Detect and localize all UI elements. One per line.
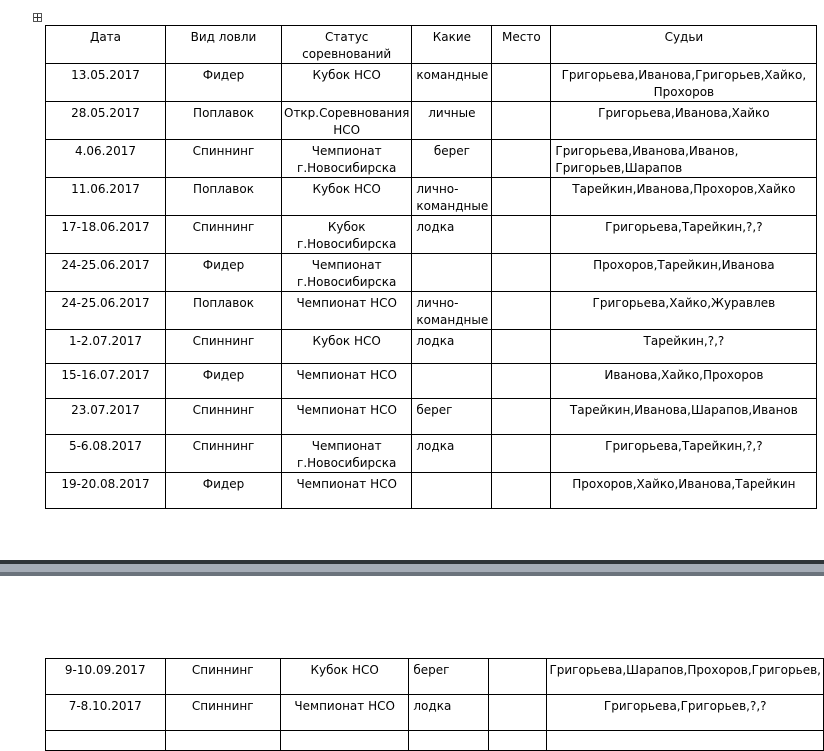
cell-place[interactable]	[492, 292, 551, 330]
cell-kind[interactable]: берег	[412, 399, 492, 435]
table-row	[46, 330, 817, 364]
cell-place[interactable]	[492, 473, 551, 509]
table-row	[46, 695, 824, 731]
cell-date[interactable]: 13.05.2017	[46, 64, 166, 102]
cell-kind[interactable]	[412, 473, 492, 509]
competitions-table	[45, 25, 817, 509]
header-kind: Какие	[412, 26, 492, 64]
cell-type[interactable]: Спиннинг	[166, 399, 282, 435]
cell-kind[interactable]: лодка	[412, 435, 492, 473]
cell-kind[interactable]: лодка	[412, 330, 492, 364]
cell-kind[interactable]: берег	[409, 659, 489, 695]
cell-status[interactable]: Кубок НСО	[282, 64, 412, 102]
cell-judges[interactable]: Григорьева,Хайко,Журавлев	[551, 292, 817, 330]
cell-status[interactable]: Кубок г.Новосибирска	[282, 216, 412, 254]
cell-place[interactable]	[492, 64, 551, 102]
cell-status[interactable]: Чемпионат г.Новосибирска	[282, 435, 412, 473]
cell-place[interactable]	[492, 178, 551, 216]
cell-type[interactable]: Фидер	[166, 64, 282, 102]
header-place: Место	[492, 26, 551, 64]
cell-date[interactable]: 17-18.06.2017	[46, 216, 166, 254]
header-type: Вид ловли	[166, 26, 282, 64]
cell-type[interactable]: Спиннинг	[166, 435, 282, 473]
cell-date[interactable]	[46, 731, 166, 751]
cell-place[interactable]	[492, 216, 551, 254]
cell-kind[interactable]: командные	[412, 64, 492, 102]
cell-place[interactable]	[489, 695, 547, 731]
table-row	[46, 140, 817, 178]
cell-date[interactable]: 24-25.06.2017	[46, 254, 166, 292]
cell-kind[interactable]: лодка	[409, 695, 489, 731]
cell-place[interactable]	[492, 435, 551, 473]
cell-judges[interactable]: Иванова,Хайко,Прохоров	[551, 364, 817, 399]
cell-type[interactable]: Фидер	[166, 364, 282, 399]
cell-place[interactable]	[492, 254, 551, 292]
cell-type[interactable]: Спиннинг	[166, 216, 282, 254]
cell-place[interactable]	[492, 330, 551, 364]
cell-status[interactable]: Чемпионат НСО	[282, 292, 412, 330]
cell-status[interactable]: Чемпионат г.Новосибирска	[282, 140, 412, 178]
cell-judges[interactable]: Прохоров,Тарейкин,Иванова	[551, 254, 817, 292]
cell-judges[interactable]: Тарейкин,Иванова,Прохоров,Хайко	[551, 178, 817, 216]
cell-status[interactable]: Чемпионат НСО	[282, 473, 412, 509]
cell-type[interactable]: Спиннинг	[165, 659, 280, 695]
cell-date[interactable]: 28.05.2017	[46, 102, 166, 140]
cell-status[interactable]: Кубок НСО	[280, 659, 408, 695]
cell-judges[interactable]: Тарейкин,Иванова,Шарапов,Иванов	[551, 399, 817, 435]
cell-judges[interactable]: Тарейкин,?,?	[551, 330, 817, 364]
cell-place[interactable]	[492, 102, 551, 140]
cell-status[interactable]: Чемпионат НСО	[282, 399, 412, 435]
table-header-row	[46, 26, 817, 64]
header-status: Статус соревнований	[282, 26, 412, 64]
cell-kind[interactable]	[409, 731, 489, 751]
cell-place[interactable]	[489, 659, 547, 695]
table-row	[46, 435, 817, 473]
table-row	[46, 178, 817, 216]
cell-type[interactable]: Фидер	[166, 254, 282, 292]
cell-type[interactable]: Поплавок	[166, 292, 282, 330]
cell-date[interactable]: 9-10.09.2017	[46, 659, 166, 695]
table-move-handle-icon[interactable]	[33, 13, 42, 22]
cell-kind[interactable]	[412, 254, 492, 292]
table-row	[46, 659, 824, 695]
cell-date[interactable]: 5-6.08.2017	[46, 435, 166, 473]
cell-judges[interactable]: Григорьева,Тарейкин,?,?	[551, 216, 817, 254]
cell-judges[interactable]: Григорьева,Тарейкин,?,?	[551, 435, 817, 473]
table-row	[46, 254, 817, 292]
cell-judges[interactable]: Григорьева,Иванова,Григорьев,Хайко, Прохоров	[551, 64, 817, 102]
cell-type[interactable]: Поплавок	[166, 178, 282, 216]
cell-date[interactable]: 19-20.08.2017	[46, 473, 166, 509]
cell-date[interactable]: 7-8.10.2017	[46, 695, 166, 731]
cell-place[interactable]	[492, 364, 551, 399]
cell-status[interactable]: Чемпионат НСО	[280, 695, 408, 731]
cell-place[interactable]	[492, 399, 551, 435]
cell-kind[interactable]	[412, 364, 492, 399]
table-row	[46, 399, 817, 435]
cell-judges[interactable]: Григорьева,Иванова,Хайко	[551, 102, 817, 140]
table-row	[46, 731, 824, 751]
table-row	[46, 102, 817, 140]
page-break-separator	[0, 560, 824, 576]
cell-status[interactable]	[280, 731, 408, 751]
cell-place[interactable]	[492, 140, 551, 178]
cell-status[interactable]: Чемпионат НСО	[282, 364, 412, 399]
cell-date[interactable]: 1-2.07.2017	[46, 330, 166, 364]
header-judges: Судьи	[551, 26, 817, 64]
table-row	[46, 64, 817, 102]
cell-judges[interactable]: Григорьева,Григорьев,?,?	[547, 695, 824, 731]
cell-date[interactable]: 4.06.2017	[46, 140, 166, 178]
cell-date[interactable]: 24-25.06.2017	[46, 292, 166, 330]
table-row	[46, 216, 817, 254]
cell-type[interactable]: Поплавок	[166, 102, 282, 140]
cell-kind[interactable]: лично-командные	[412, 178, 492, 216]
cell-kind[interactable]: берег	[412, 140, 492, 178]
cell-judges[interactable]: Прохоров,Хайко,Иванова,Тарейкин	[551, 473, 817, 509]
cell-status[interactable]: Чемпионат г.Новосибирска	[282, 254, 412, 292]
cell-type[interactable]	[165, 731, 280, 751]
header-date: Дата	[46, 26, 166, 64]
table-row	[46, 364, 817, 399]
cell-kind[interactable]: личные	[412, 102, 492, 140]
cell-judges[interactable]	[547, 731, 824, 751]
cell-date[interactable]: 23.07.2017	[46, 399, 166, 435]
cell-status[interactable]: Кубок НСО	[282, 178, 412, 216]
cell-type[interactable]: Спиннинг	[165, 695, 280, 731]
cell-judges[interactable]: Григорьева,Иванова,Иванов, Григорьев,Шарапов	[551, 140, 817, 178]
cell-type[interactable]: Спиннинг	[166, 330, 282, 364]
cell-type[interactable]: Спиннинг	[166, 140, 282, 178]
table-row	[46, 473, 817, 509]
cell-type[interactable]: Фидер	[166, 473, 282, 509]
competitions-table-continued	[45, 658, 824, 751]
cell-place[interactable]	[489, 731, 547, 751]
cell-status[interactable]: Кубок НСО	[282, 330, 412, 364]
cell-kind[interactable]: лично-командные	[412, 292, 492, 330]
cell-status[interactable]: Откр.Соревнования НСО	[282, 102, 412, 140]
cell-judges[interactable]: Григорьева,Шарапов,Прохоров,Григорьев,	[547, 659, 824, 695]
page-edge-shadow	[0, 560, 824, 564]
cell-kind[interactable]: лодка	[412, 216, 492, 254]
cell-date[interactable]: 15-16.07.2017	[46, 364, 166, 399]
table-row	[46, 292, 817, 330]
cell-date[interactable]: 11.06.2017	[46, 178, 166, 216]
